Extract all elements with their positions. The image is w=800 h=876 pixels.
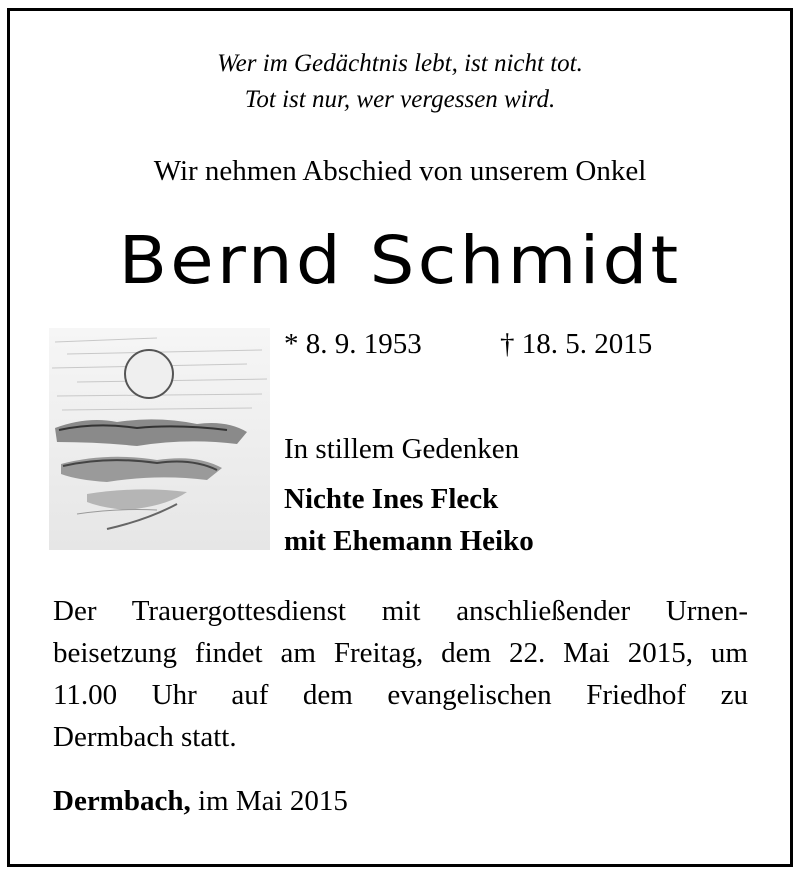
notice-date: im Mai 2015 (197, 785, 348, 817)
service-announcement (53, 590, 748, 758)
deceased-name: Bernd Schmidt (118, 222, 682, 299)
death-date: † 18. 5. 2015 (500, 328, 653, 360)
service-line-4: Dermbach statt. (53, 721, 237, 753)
service-line-2: beisetzung findet am Freitag, dem 22. Mai 2015, um (53, 637, 748, 669)
intro-text: Wir nehmen Abschied von unserem Onkel (153, 155, 647, 187)
service-line-1: Der Trauergottesdienst mit anschließender Urnen- (53, 595, 748, 627)
place-name: Dermbach, (53, 785, 191, 817)
service-line-3: 11.00 Uhr auf dem evangelischen Friedhof zu (53, 679, 748, 711)
motto-line-1: Wer im Gedächtnis lebt, ist nicht tot. (217, 50, 583, 77)
place-date-line (53, 785, 348, 818)
motto-line-2: Tot ist nur, wer vergessen wird. (244, 86, 556, 113)
mourner-line-1: Nichte Ines Fleck (284, 483, 499, 515)
remembrance-text: In stillem Gedenken (284, 433, 520, 465)
mourner-line-2: mit Ehemann Heiko (284, 525, 534, 557)
sunset-landscape-image (47, 324, 272, 552)
birth-date: * 8. 9. 1953 (284, 328, 422, 360)
